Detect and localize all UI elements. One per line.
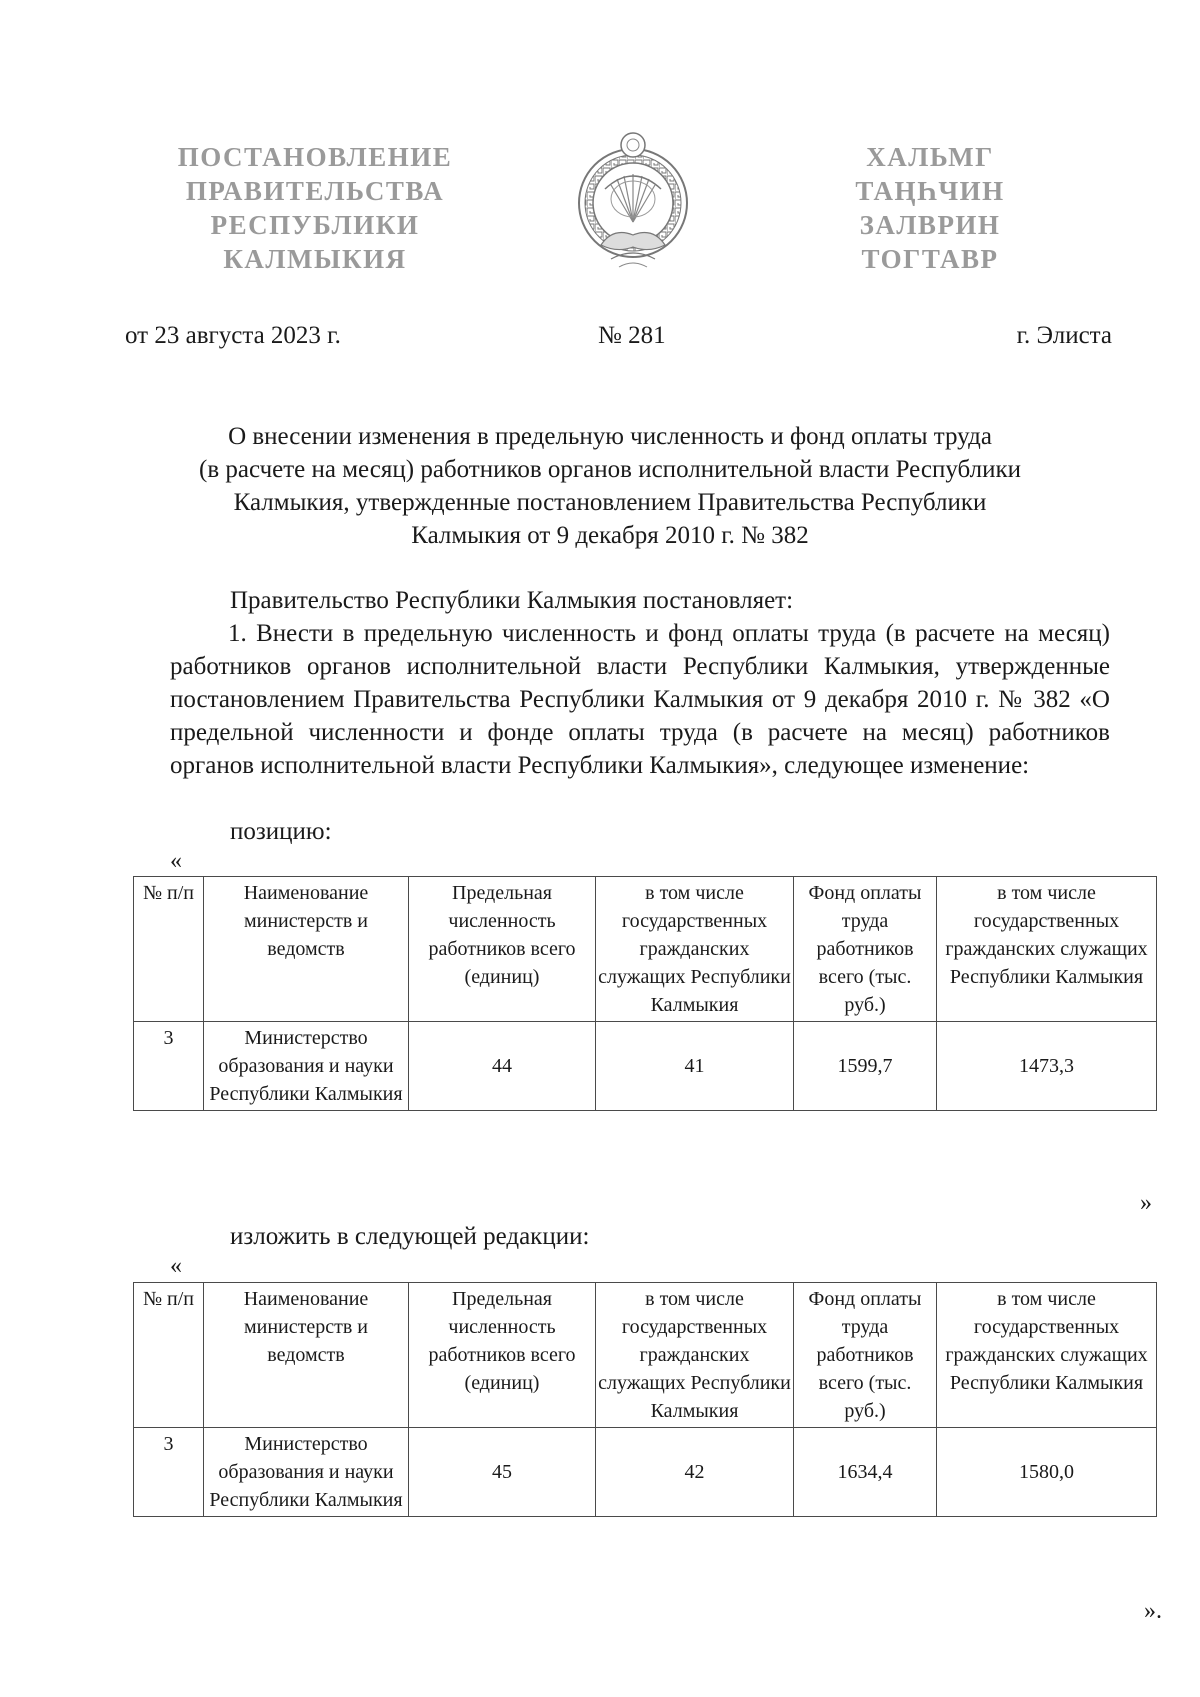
cell-total-staff: 45 bbox=[409, 1428, 596, 1517]
close-quote-final: ». bbox=[1144, 1598, 1162, 1624]
old-position-table bbox=[133, 876, 1157, 1111]
col-header-name: Наименование министерств и ведомств bbox=[204, 1283, 409, 1428]
col-header-wage-fund: Фонд оплаты труда работников всего (тыс. руб.) bbox=[794, 877, 937, 1022]
table-header-row bbox=[134, 877, 1157, 1022]
redaction-label: изложить в следующей редакции: bbox=[230, 1223, 590, 1250]
table-header-row bbox=[134, 1283, 1157, 1428]
cell-total-staff: 44 bbox=[409, 1022, 596, 1111]
header-left-line: ПРАВИТЕЛЬСТВА bbox=[185, 176, 445, 206]
col-header-wage-fund: Фонд оплаты труда работников всего (тыс. руб.) bbox=[794, 1283, 937, 1428]
header-right-line: ТОГТАВР bbox=[861, 244, 999, 274]
cell-number: 3 bbox=[134, 1428, 204, 1517]
header-right-line: ХАЛЬМГ bbox=[866, 142, 994, 172]
kalmykia-coat-of-arms-icon bbox=[571, 127, 696, 272]
title-line: О внесении изменения в предельную численность и фонд оплаты труда bbox=[228, 423, 992, 450]
header-left-title bbox=[160, 140, 470, 276]
item-1-paragraph: 1. Внести в предельную численность и фонд оплаты труда (в расчете на месяц) работников органов исполнительной власти Республики Калмыкия, утвержденные постановлением Правительства Республики Калмыкия от 9 декабря 2010 г. № 382 «О предельной численности и фонде оплаты труда (в расчете на месяц) работников органов исполнительной власти Республики Калмыкия», следующее изменение: bbox=[170, 620, 1110, 779]
decree-date: от 23 августа 2023 г. bbox=[125, 322, 341, 349]
col-header-civil-wage-fund: в том числе государственных гражданских служащих Республики Калмыкия bbox=[937, 1283, 1157, 1428]
cell-number: 3 bbox=[134, 1022, 204, 1111]
cell-civil-wage-fund: 1580,0 bbox=[937, 1428, 1157, 1517]
decree-title bbox=[150, 420, 1070, 552]
header-right-line: ТАҢҺЧИН bbox=[855, 176, 1005, 206]
intro-paragraph: Правительство Республики Калмыкия постановляет: bbox=[230, 587, 794, 614]
header-right-line: ЗАЛВРИН bbox=[859, 210, 1001, 240]
title-line: Калмыкия от 9 декабря 2010 г. № 382 bbox=[411, 522, 809, 549]
header-left-line: РЕСПУБЛИКИ bbox=[210, 210, 420, 240]
col-header-civil-wage-fund: в том числе государственных гражданских служащих Республики Калмыкия bbox=[937, 877, 1157, 1022]
cell-wage-fund: 1599,7 bbox=[794, 1022, 937, 1111]
position-label: позицию: bbox=[230, 818, 332, 845]
title-line: Калмыкия, утвержденные постановлением Правительства Республики bbox=[233, 489, 987, 516]
col-header-total-staff: Предельная численность работников всего (единиц) bbox=[409, 877, 596, 1022]
col-header-total-staff: Предельная численность работников всего (единиц) bbox=[409, 1283, 596, 1428]
new-position-table bbox=[133, 1282, 1157, 1517]
col-header-number: № п/п bbox=[134, 1283, 204, 1428]
header-left-line: ПОСТАНОВЛЕНИЕ bbox=[177, 142, 453, 172]
header-right-title bbox=[820, 140, 1040, 276]
title-line: (в расчете на месяц) работников органов исполнительной власти Республики bbox=[199, 456, 1021, 483]
cell-wage-fund: 1634,4 bbox=[794, 1428, 937, 1517]
decree-city: г. Элиста bbox=[1016, 322, 1112, 349]
col-header-name: Наименование министерств и ведомств bbox=[204, 877, 409, 1022]
cell-name: Министерство образования и науки Республики Калмыкия bbox=[204, 1428, 409, 1517]
col-header-civil-servants: в том числе государственных гражданских служащих Республики Калмыкия bbox=[596, 877, 794, 1022]
col-header-number: № п/п bbox=[134, 877, 204, 1022]
table-row bbox=[134, 1428, 1157, 1517]
open-quote: « bbox=[170, 1253, 182, 1279]
col-header-civil-servants: в том числе государственных гражданских служащих Республики Калмыкия bbox=[596, 1283, 794, 1428]
cell-civil-servants: 42 bbox=[596, 1428, 794, 1517]
header-left-line: КАЛМЫКИЯ bbox=[223, 244, 407, 274]
cell-name: Министерство образования и науки Республики Калмыкия bbox=[204, 1022, 409, 1111]
open-quote: « bbox=[170, 848, 182, 874]
close-quote: » bbox=[1140, 1190, 1152, 1216]
cell-civil-wage-fund: 1473,3 bbox=[937, 1022, 1157, 1111]
cell-civil-servants: 41 bbox=[596, 1022, 794, 1111]
table-row bbox=[134, 1022, 1157, 1111]
decree-number: № 281 bbox=[598, 322, 666, 349]
